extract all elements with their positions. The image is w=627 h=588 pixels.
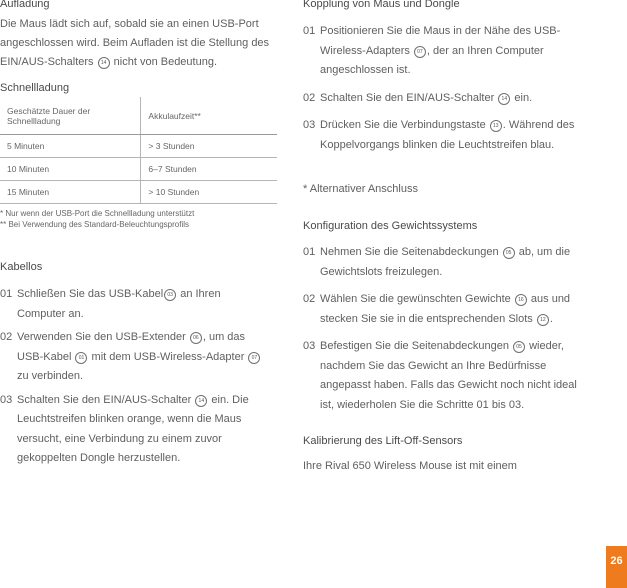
alternative-connection-note: * Alternativer Anschluss [303,183,418,195]
kopplung-heading: Kopplung von Maus und Dongle [303,0,460,10]
kopplung-steps [303,22,588,155]
usb-cable-callout-icon: 01 [75,352,87,364]
power-switch-callout-icon: 14 [195,395,207,407]
step-text: , der an Ihren Computer angeschlossen ist. [320,44,544,76]
list-item [0,391,270,469]
list-item [303,243,588,282]
step-text: ein. Die Leuchtstreifen blinken orange, wenn die Maus versucht, eine Verbindung zu einem zuvor gekoppelten Dongle herzustellen. [17,393,249,464]
weights-callout-icon: 16 [515,294,527,306]
table-header-duration: Geschätzte Dauer der Schnellladung [0,97,141,135]
gewicht-steps [303,243,588,415]
table-row [0,135,277,158]
step-text: ein. [514,91,533,104]
connect-button-callout-icon: 13 [490,120,502,132]
kabellos-heading: Kabellos [0,261,43,273]
step-number: 03 [303,119,316,131]
step-number: 02 [303,91,316,104]
table-cell: > 10 Stunden [141,181,277,204]
list-item [303,116,588,155]
footnote-lighting: ** Bei Verwendung des Standard-Beleuchtungsprofils [0,220,190,229]
side-cover-callout-icon: 05 [513,341,525,353]
step-text: Wählen Sie die gewünschten Gewichte [320,293,511,305]
weight-slot-callout-icon: 12 [537,314,549,326]
step-text: ab, um die Gewichtslots freizulegen. [320,246,571,278]
kalibrierung-heading: Kalibrierung des Lift-Off-Sensors [303,435,463,447]
step-text: . Während des Koppelvorgangs blinken die Leuchtstreifen blau. [320,119,575,151]
table-header-row [0,97,277,135]
list-item [303,337,588,415]
schnellladung-table [0,97,277,204]
list-item [0,328,270,387]
aufladung-text-b: nicht von Bedeutung. [113,56,218,68]
table-cell: 10 Minuten [0,158,141,181]
table-cell: 5 Minuten [0,135,141,158]
table-cell: > 3 Stunden [141,135,277,158]
wireless-adapter-callout-icon: 07 [414,46,426,58]
table-row [0,181,277,204]
schnellladung-heading: Schnellladung [0,82,70,94]
step-text: Befestigen Sie die Seitenabdeckungen [320,340,509,352]
step-text: mit dem USB-Wireless-Adapter [91,350,245,363]
step-text: Verwenden Sie den USB-Extender [17,331,186,343]
step-text: wieder, nachdem Sie das Gewicht an Ihre Bedürfnisse angepasst haben. Falls das Gewicht noch nicht ideal ist, wiederholen Sie die Schritte 01 bis 03. [320,340,577,411]
step-text: zu verbinden. [17,370,84,382]
usb-cable-callout-icon: 03 [164,289,176,301]
power-switch-callout-icon: 14 [98,57,110,69]
step-text: Nehmen Sie die Seitenabdeckungen [320,246,499,258]
step-number: 01 [303,25,316,37]
step-text: aus und stecken Sie sie in die entsprechenden Slots [320,293,571,325]
table-cell: 15 Minuten [0,181,141,204]
step-number: 03 [0,393,13,406]
step-text: an Ihren Computer an. [17,288,221,320]
step-number: 02 [303,293,316,305]
step-text: , um das USB-Kabel [17,331,246,363]
power-switch-callout-icon: 14 [498,93,510,105]
step-text: Positionieren Sie die Maus in der Nähe des USB-Wireless-Adapters [320,25,561,57]
step-text: Schließen Sie das USB-Kabel [17,288,164,300]
step-number: 01 [303,246,316,258]
wireless-adapter-callout-icon: 07 [248,352,260,364]
step-text: Schalten Sie den EIN/AUS-Schalter [17,393,192,406]
step-number: 01 [0,288,13,300]
gewicht-heading: Konfiguration des Gewichtssystems [303,220,478,232]
table-header-battery: Akkulaufzeit** [141,97,277,135]
step-text: Drücken Sie die Verbindungstaste [320,119,486,131]
usb-extender-callout-icon: 06 [190,332,202,344]
list-item [0,285,270,324]
step-number: 02 [0,331,13,343]
page-number-badge: 26 [606,546,627,588]
kabellos-steps [0,285,270,469]
aufladung-paragraph [0,15,282,72]
list-item [303,22,588,81]
footnote-fastcharge: * Nur wenn der USB-Port die Schnellladung unterstützt [0,209,195,218]
step-text: Schalten Sie den EIN/AUS-Schalter [320,91,495,104]
list-item [303,89,588,109]
table-row [0,158,277,181]
side-cover-callout-icon: 05 [503,247,515,259]
aufladung-heading: Aufladung [0,0,50,10]
aufladung-text-a: Die Maus lädt sich auf, sobald sie an einen USB-Port angeschlossen wird. Beim Aufladen ist die Stellung des EIN/AUS-Schalters [0,18,270,68]
kalibrierung-text: Ihre Rival 650 Wireless Mouse ist mit einem [303,460,517,472]
step-number: 03 [303,340,316,352]
step-text: . [549,312,553,325]
list-item [303,290,588,329]
table-cell: 6–7 Stunden [141,158,277,181]
